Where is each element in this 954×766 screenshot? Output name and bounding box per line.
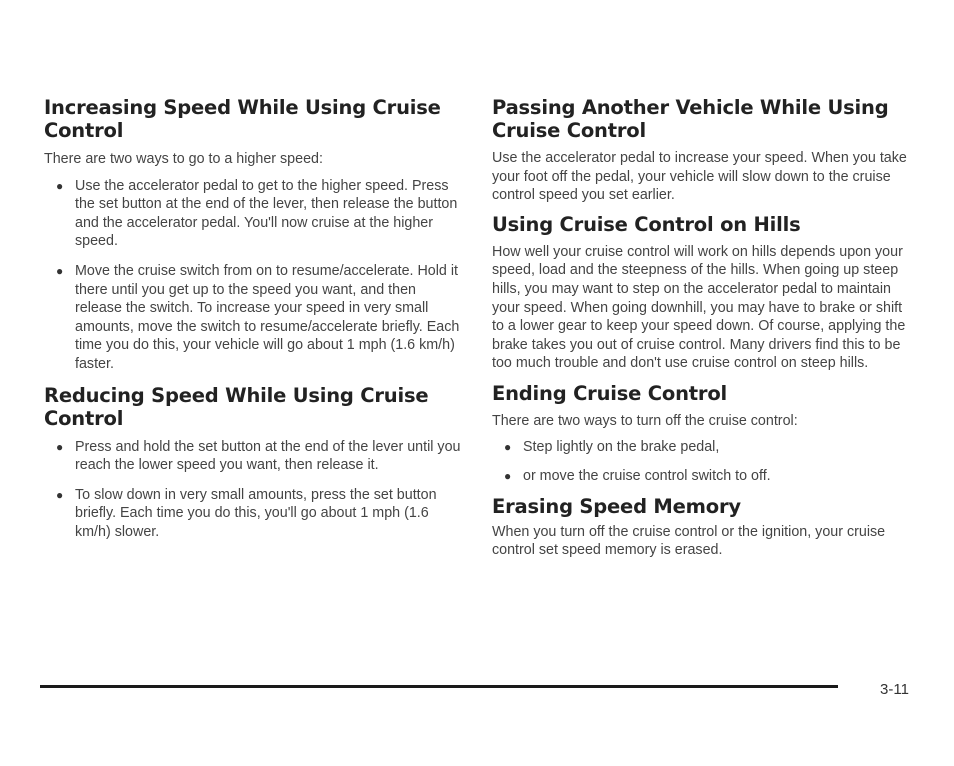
increasing-speed-intro: There are two ways to go to a higher speed: xyxy=(44,151,323,167)
bullet-icon: ● xyxy=(56,178,64,193)
left-column xyxy=(44,96,464,542)
list-item xyxy=(492,438,914,457)
list-item xyxy=(492,467,914,486)
section-heading-hills: Using Cruise Control on Hills xyxy=(492,212,801,236)
list-item-text: To slow down in very small amounts, press the set button briefly. Each time you do this, you'll go about 1 mph (1.6 km/h) slower. xyxy=(75,486,437,540)
list-item xyxy=(44,438,464,475)
list-item xyxy=(44,262,464,374)
bullet-icon: ● xyxy=(56,439,64,454)
bullet-icon: ● xyxy=(56,487,64,502)
hills-body: How well your cruise control will work on hills depends upon your speed, load and the steepness of the hills. When going up steep hills, you may want to step on the accelerator pedal to maintain your speed. When going downhill, you may have to brake or shift to a lower gear to keep your speed down. Of course, applying the brake takes you out of cruise control. Many drivers find this to be too much trouble and don't use cruise control on steep hills. xyxy=(492,243,906,372)
right-column xyxy=(492,96,914,560)
section-heading-increasing-speed: Increasing Speed While Using Cruise Control xyxy=(44,96,441,142)
list-item-text: Move the cruise switch from on to resume/accelerate. Hold it there until you get up to the speed you want, and then release the switch. To increase your speed in very small amounts, move the switch to resume/accelerate briefly. Each time you do this, your vehicle will go about 1 mph (1.6 km/h) faster. xyxy=(75,262,460,372)
list-item xyxy=(44,486,464,542)
list-item-text: Step lightly on the brake pedal, xyxy=(523,438,720,455)
section-heading-erasing: Erasing Speed Memory xyxy=(492,494,741,518)
ending-list xyxy=(492,438,914,486)
increasing-speed-list xyxy=(44,177,464,374)
section-heading-passing: Passing Another Vehicle While Using Cruise Control xyxy=(492,96,889,142)
bullet-icon: ● xyxy=(504,469,512,484)
reducing-speed-list xyxy=(44,438,464,542)
section-heading-ending: Ending Cruise Control xyxy=(492,381,727,405)
section-heading-reducing-speed: Reducing Speed While Using Cruise Control xyxy=(44,383,429,430)
footer-divider xyxy=(40,685,838,688)
bullet-icon: ● xyxy=(56,263,64,278)
list-item-text: Use the accelerator pedal to get to the higher speed. Press the set button at the end of the lever, then release the button and the accelerator pedal. You'll now cruise at the higher speed. xyxy=(75,177,458,250)
page-number: 3-11 xyxy=(880,681,909,698)
erasing-body: When you turn off the cruise control or the ignition, your cruise control set speed memory is erased. xyxy=(492,523,886,559)
bullet-icon: ● xyxy=(504,439,512,454)
list-item-text: or move the cruise control switch to off. xyxy=(523,468,771,485)
list-item xyxy=(44,177,464,251)
ending-intro: There are two ways to turn off the cruise control: xyxy=(492,412,798,429)
passing-body: Use the accelerator pedal to increase your speed. When you take your foot off the pedal, your vehicle will slow down to the cruise control speed you set earlier. xyxy=(492,150,907,204)
list-item-text: Press and hold the set button at the end of the lever until you reach the lower speed you want, then release it. xyxy=(75,438,461,474)
